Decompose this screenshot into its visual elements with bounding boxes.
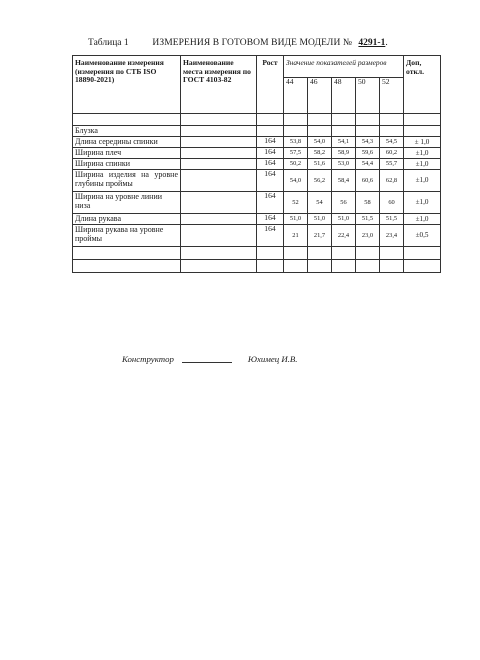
spacer-row: [73, 114, 441, 126]
size-value: 52: [284, 192, 308, 214]
signature-name: Юхимец И.В.: [247, 354, 298, 364]
size-value: 54,5: [380, 137, 404, 148]
measurement-place: [181, 192, 257, 214]
size-value: 54,4: [356, 159, 380, 170]
table-row: [73, 192, 441, 214]
rost-value: 164: [257, 214, 284, 225]
table-header-line: [88, 38, 448, 48]
size-value: 62,8: [380, 170, 404, 192]
measurement-name: Длина середины спинки: [73, 137, 181, 148]
tolerance-value: ± 1,0: [404, 137, 441, 148]
model-suffix: .: [385, 38, 388, 48]
signature-block: [122, 354, 298, 364]
tolerance-value: ±1,0: [404, 159, 441, 170]
measurement-name: Ширина изделия на уровне глубины проймы: [73, 170, 181, 192]
size-value: 23,4: [380, 225, 404, 247]
size-value: 59,6: [356, 148, 380, 159]
size-value: 58,4: [332, 170, 356, 192]
measurement-place: [181, 137, 257, 148]
table-row: [73, 170, 441, 192]
table-title: ИЗМЕРЕНИЯ В ГОТОВОМ ВИДЕ МОДЕЛИ №: [152, 38, 353, 48]
measurement-place: [181, 225, 257, 247]
empty-row: [73, 247, 441, 260]
section-label: Блузка: [73, 126, 181, 137]
rost-value: 164: [257, 137, 284, 148]
size-value: 54,0: [284, 170, 308, 192]
signature-role: Конструктор: [122, 354, 174, 364]
table-row: [73, 214, 441, 225]
section-row: [73, 126, 441, 137]
size-value: 57,5: [284, 148, 308, 159]
header-row: [73, 56, 441, 78]
size-value: 56,2: [308, 170, 332, 192]
size-value: 54: [308, 192, 332, 214]
size-value: 58: [356, 192, 380, 214]
measurement-name: Ширина плеч: [73, 148, 181, 159]
tolerance-value: ±1,0: [404, 148, 441, 159]
size-value: 55,7: [380, 159, 404, 170]
col-header-values: Значение показателей размеров: [284, 56, 404, 78]
col-header-dop: Доп, откл.: [404, 56, 441, 114]
measurement-name: Ширина на уровне линии низа: [73, 192, 181, 214]
size-value: 51,5: [380, 214, 404, 225]
size-value: 54,0: [308, 137, 332, 148]
rost-value: 164: [257, 192, 284, 214]
measurement-place: [181, 214, 257, 225]
size-value: 60,6: [356, 170, 380, 192]
measurement-name: Длина рукава: [73, 214, 181, 225]
tolerance-value: ±1,0: [404, 214, 441, 225]
model-number: 4291-1: [358, 38, 386, 48]
measurement-place: [181, 159, 257, 170]
size-header: 48: [332, 78, 356, 114]
size-header: 52: [380, 78, 404, 114]
tolerance-value: ±1,0: [404, 170, 441, 192]
size-value: 58,2: [308, 148, 332, 159]
table-label: Таблица 1: [88, 38, 129, 48]
empty-row: [73, 260, 441, 273]
size-value: 51,6: [308, 159, 332, 170]
size-value: 54,1: [332, 137, 356, 148]
table-row: [73, 159, 441, 170]
table-row: [73, 148, 441, 159]
size-value: 50,2: [284, 159, 308, 170]
table-row: [73, 225, 441, 247]
size-value: 51,0: [332, 214, 356, 225]
size-value: 58,9: [332, 148, 356, 159]
measurements-table: [72, 55, 441, 273]
size-value: 21: [284, 225, 308, 247]
size-value: 60: [380, 192, 404, 214]
size-value: 23,0: [356, 225, 380, 247]
col-header-rost: Рост: [257, 56, 284, 114]
size-value: 51,0: [284, 214, 308, 225]
measurement-place: [181, 170, 257, 192]
size-value: 56: [332, 192, 356, 214]
measurement-name: Ширина рукава на уровне проймы: [73, 225, 181, 247]
size-value: 22,4: [332, 225, 356, 247]
rost-value: 164: [257, 159, 284, 170]
measurement-name: Ширина спинки: [73, 159, 181, 170]
tolerance-value: ±0,5: [404, 225, 441, 247]
size-value: 21,7: [308, 225, 332, 247]
size-value: 51,5: [356, 214, 380, 225]
size-value: 54,3: [356, 137, 380, 148]
tolerance-value: ±1,0: [404, 192, 441, 214]
rost-value: 164: [257, 170, 284, 192]
col-header-place: Наименование места измерения по ГОСТ 4103-82: [181, 56, 257, 114]
size-header: 46: [308, 78, 332, 114]
signature-line: [182, 362, 232, 363]
rost-value: 164: [257, 225, 284, 247]
col-header-name: Наименование измерения (измерения по СТБ ISO 18890-2021): [73, 56, 181, 114]
size-header: 50: [356, 78, 380, 114]
table-row: [73, 137, 441, 148]
size-header: 44: [284, 78, 308, 114]
size-value: 60,2: [380, 148, 404, 159]
rost-value: 164: [257, 148, 284, 159]
measurement-place: [181, 148, 257, 159]
size-value: 51,0: [308, 214, 332, 225]
size-value: 53,8: [284, 137, 308, 148]
size-value: 53,0: [332, 159, 356, 170]
